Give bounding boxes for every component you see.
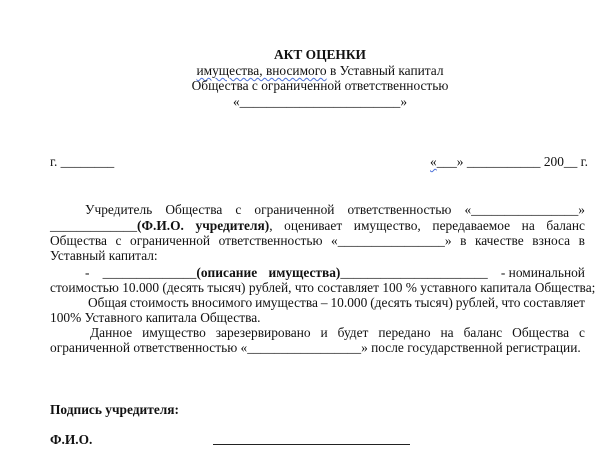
- para1-line2: [50, 218, 585, 233]
- city-field: г. ________: [50, 154, 115, 169]
- item-description: [103, 265, 488, 280]
- subtitle-rest: в Уставный капитал: [326, 63, 444, 78]
- para1-line4: Уставный капитал:: [50, 248, 158, 263]
- description-blank-2: ______________________: [340, 265, 488, 280]
- subtitle-line-1: [0, 63, 600, 78]
- date-field: [420, 154, 588, 169]
- para1-line2-rest: , оценивает имущество, передаваемое на баланс: [269, 218, 585, 233]
- item-dash: -: [85, 265, 90, 280]
- description-hint: (описание имущества): [196, 265, 341, 280]
- property-item-line1: [85, 265, 585, 280]
- subtitle-line-2: Общества с ограниченной ответственностью: [191, 78, 449, 93]
- property-item-line2: стоимостью 10.000 (десять тысяч) рублей, что составляет 100 % уставного капитала Общества;: [50, 280, 596, 295]
- founder-name-hint: (Ф.И.О. учредителя): [137, 218, 270, 233]
- subtitle-spellcheck-part: имущества, вносимого: [196, 63, 327, 78]
- date-rest: ___» ___________ 200__ г.: [436, 154, 588, 169]
- para2-line1: Общая стоимость вносимого имущества – 10.000 (десять тысяч) рублей, что составляет: [88, 295, 585, 310]
- signature-line: [213, 444, 410, 445]
- name-label: Ф.И.О.: [50, 432, 93, 447]
- item-nominal: - номинальной: [500, 265, 585, 280]
- company-name-blank: «________________________»: [232, 94, 408, 109]
- document-title: АКТ ОЦЕНКИ: [274, 47, 366, 62]
- signature-label: Подпись учредителя:: [50, 402, 179, 417]
- para3-line1: Данное имущество зарезервировано и будет передано на баланс Общества с: [90, 325, 585, 340]
- founder-name-blank: _____________: [50, 218, 138, 233]
- para1-line3: Общества с ограниченной ответственностью «________________» в качестве взноса в: [50, 233, 585, 248]
- date-open-quote: «: [430, 154, 437, 169]
- para3-line2: ограниченной ответственностью «_________________» после государственной регистрации.: [50, 340, 581, 355]
- description-blank-1: ______________: [102, 265, 197, 280]
- para2-line2: 100% Уставного капитала Общества.: [50, 310, 261, 325]
- para1-line1: Учредитель Общества с ограниченной ответственностью «________________»: [85, 202, 585, 217]
